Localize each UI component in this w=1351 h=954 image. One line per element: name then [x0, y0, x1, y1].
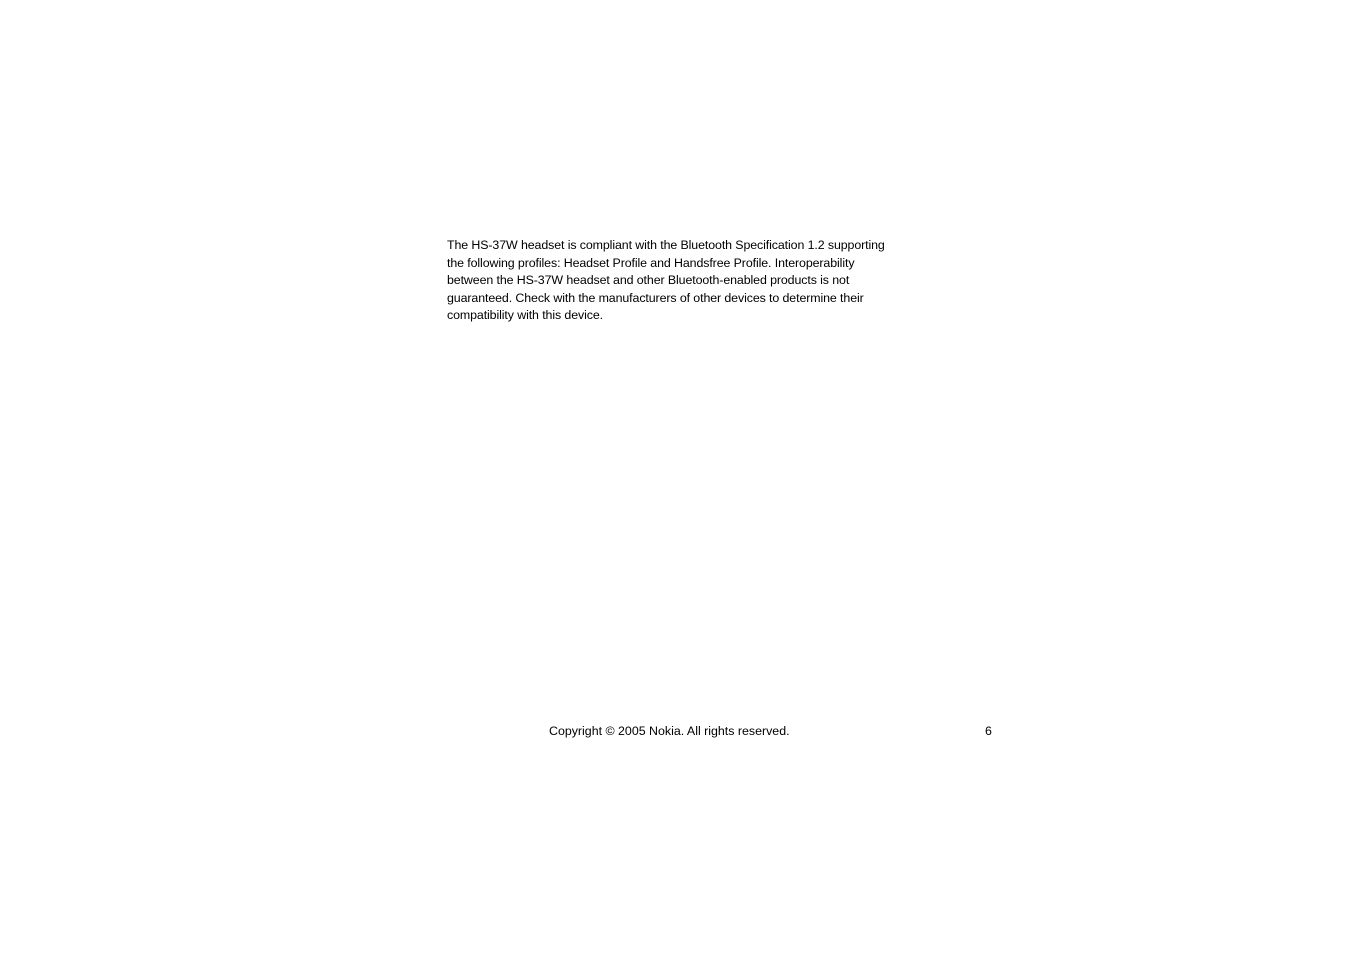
page-number: 6 [985, 724, 992, 738]
body-paragraph [447, 237, 917, 325]
paragraph-line-5: compatibility with this device. [447, 308, 603, 323]
paragraph-line-2: the following profiles: Headset Profile and Handsfree Profile. Interoperability [447, 255, 855, 270]
footer-copyright: Copyright © 2005 Nokia. All rights reserved. [549, 724, 790, 738]
paragraph-line-3: between the HS-37W headset and other Bluetooth-enabled products is not [447, 273, 850, 288]
paragraph-line-1: The HS-37W headset is compliant with the Bluetooth Specification 1.2 supporting [447, 238, 885, 252]
paragraph-line-4: guaranteed. Check with the manufacturers of other devices to determine their [447, 290, 864, 305]
